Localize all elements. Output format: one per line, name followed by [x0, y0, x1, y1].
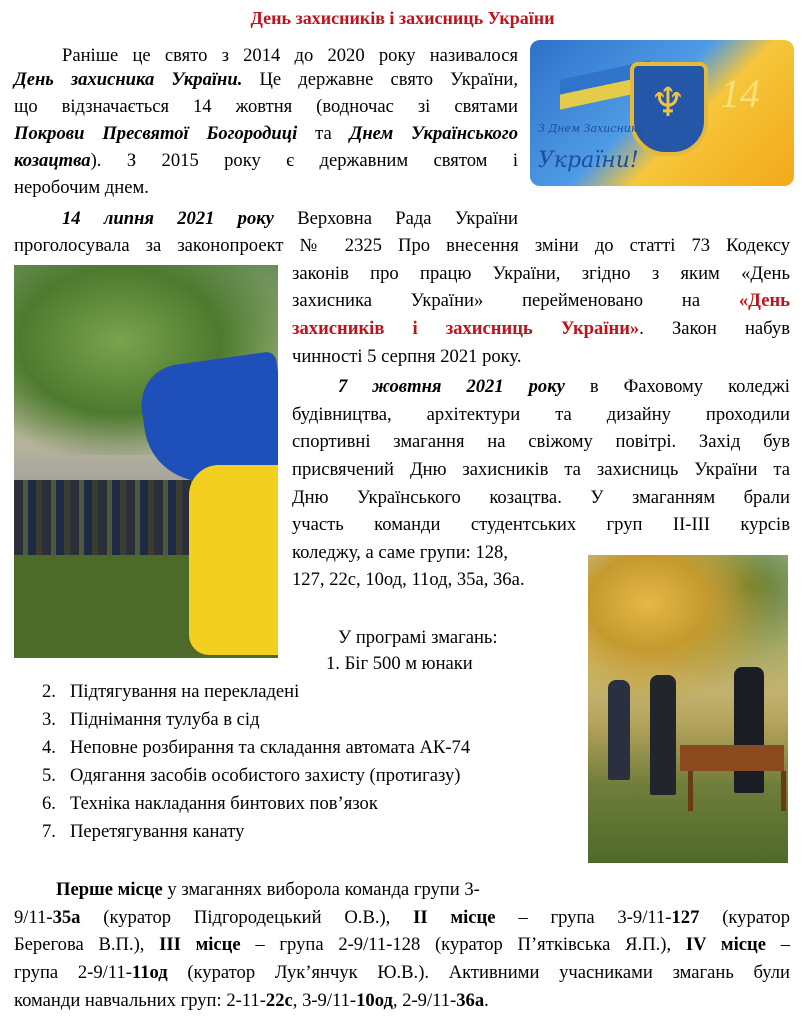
text-line: група 2-9/11-11од (куратор Лук’янчук Ю.В.). Активними учасниками змагань були [14, 962, 790, 983]
text-line: що відзначається 14 жовтня (водночас зі святами [14, 96, 518, 117]
text-line: неробочим днем. [14, 177, 149, 198]
text-line: 127, 22с, 10од, 11од, 35а, 36а. [292, 569, 525, 590]
text-line: коледжу, а саме групи: 128, [292, 542, 508, 563]
list-item: 3. Піднімання тулуба в сід [42, 709, 260, 730]
text-line: захисників і захисниць України». Закон набув [292, 318, 790, 339]
text-line: Раніше це свято з 2014 до 2020 року називалося [62, 45, 518, 66]
tryzub-icon: ♆ [650, 80, 686, 126]
text-line: Покрови Пресвятої Богородиці та Днем Українського [14, 123, 518, 144]
text-line: участь команди студентських груп ІІ-ІІІ курсів [292, 514, 790, 535]
program-heading: У програмі змагань: [338, 627, 498, 648]
text-line: День захисника України. Це державне свято України, [14, 69, 519, 90]
text-line: будівництва, архітектури та дизайну проходили [292, 404, 790, 425]
list-item: 5. Одягання засобів особистого захисту (протигазу) [42, 765, 461, 786]
list-item: 4. Неповне розбирання та складання автомата АК-74 [42, 737, 471, 758]
text-line: присвячений Дню захисників та захисниць України та [292, 459, 790, 480]
text-line: захисника України» перейменовано на «День [292, 290, 790, 311]
list-item: 6. Техніка накладання бинтових пов’язок [42, 793, 378, 814]
text-line: 7 жовтня 2021 року в Фаховому коледжі [338, 376, 790, 397]
text-line: 14 липня 2021 року Верховна Рада України [62, 208, 518, 229]
card-caption-large: України! [538, 148, 639, 173]
list-item: 7. Перетягування канату [42, 821, 245, 842]
page-title: День захисників і захисниць України [250, 8, 555, 28]
holiday-card-image [530, 40, 794, 186]
text-line: Перше місце у змаганнях виборола команда групи 3- [56, 879, 480, 900]
text-line: команди навчальних груп: 2-11-22с, 3-9/11-10од, 2-9/11-36а. [14, 990, 489, 1011]
text-line: чинності 5 серпня 2021 року. [292, 346, 522, 367]
list-item: 2. Підтягування на перекладені [42, 681, 300, 702]
photo-students-flag [14, 265, 278, 658]
text-line: козацтва). З 2015 року є державним святом і [14, 150, 518, 171]
text-line: спортивні змагання на свіжому повітрі. Захід був [292, 431, 790, 452]
card-number: 14 [720, 71, 760, 116]
text-line: проголосувала за законопроект № 2325 Про внесення зміни до статті 73 Кодексу [14, 235, 790, 256]
text-line: Берегова В.П.), ІІІ місце – група 2-9/11-128 (куратор П’ятківська Я.П.), IV місце – [14, 934, 790, 955]
photo-ceremony [588, 555, 788, 863]
card-caption-small: З Днем Захисника [538, 122, 644, 135]
text-line: 9/11-35а (куратор Підгородецький О.В.), ІІ місце – група 3-9/11-127 (куратор [14, 907, 790, 928]
list-item: 1. Біг 500 м юнаки [326, 653, 473, 674]
text-line: законів про працю України, згідно з яким «День [292, 263, 790, 284]
text-line: Дню Українського козацтва. У змаганням брали [292, 487, 790, 508]
